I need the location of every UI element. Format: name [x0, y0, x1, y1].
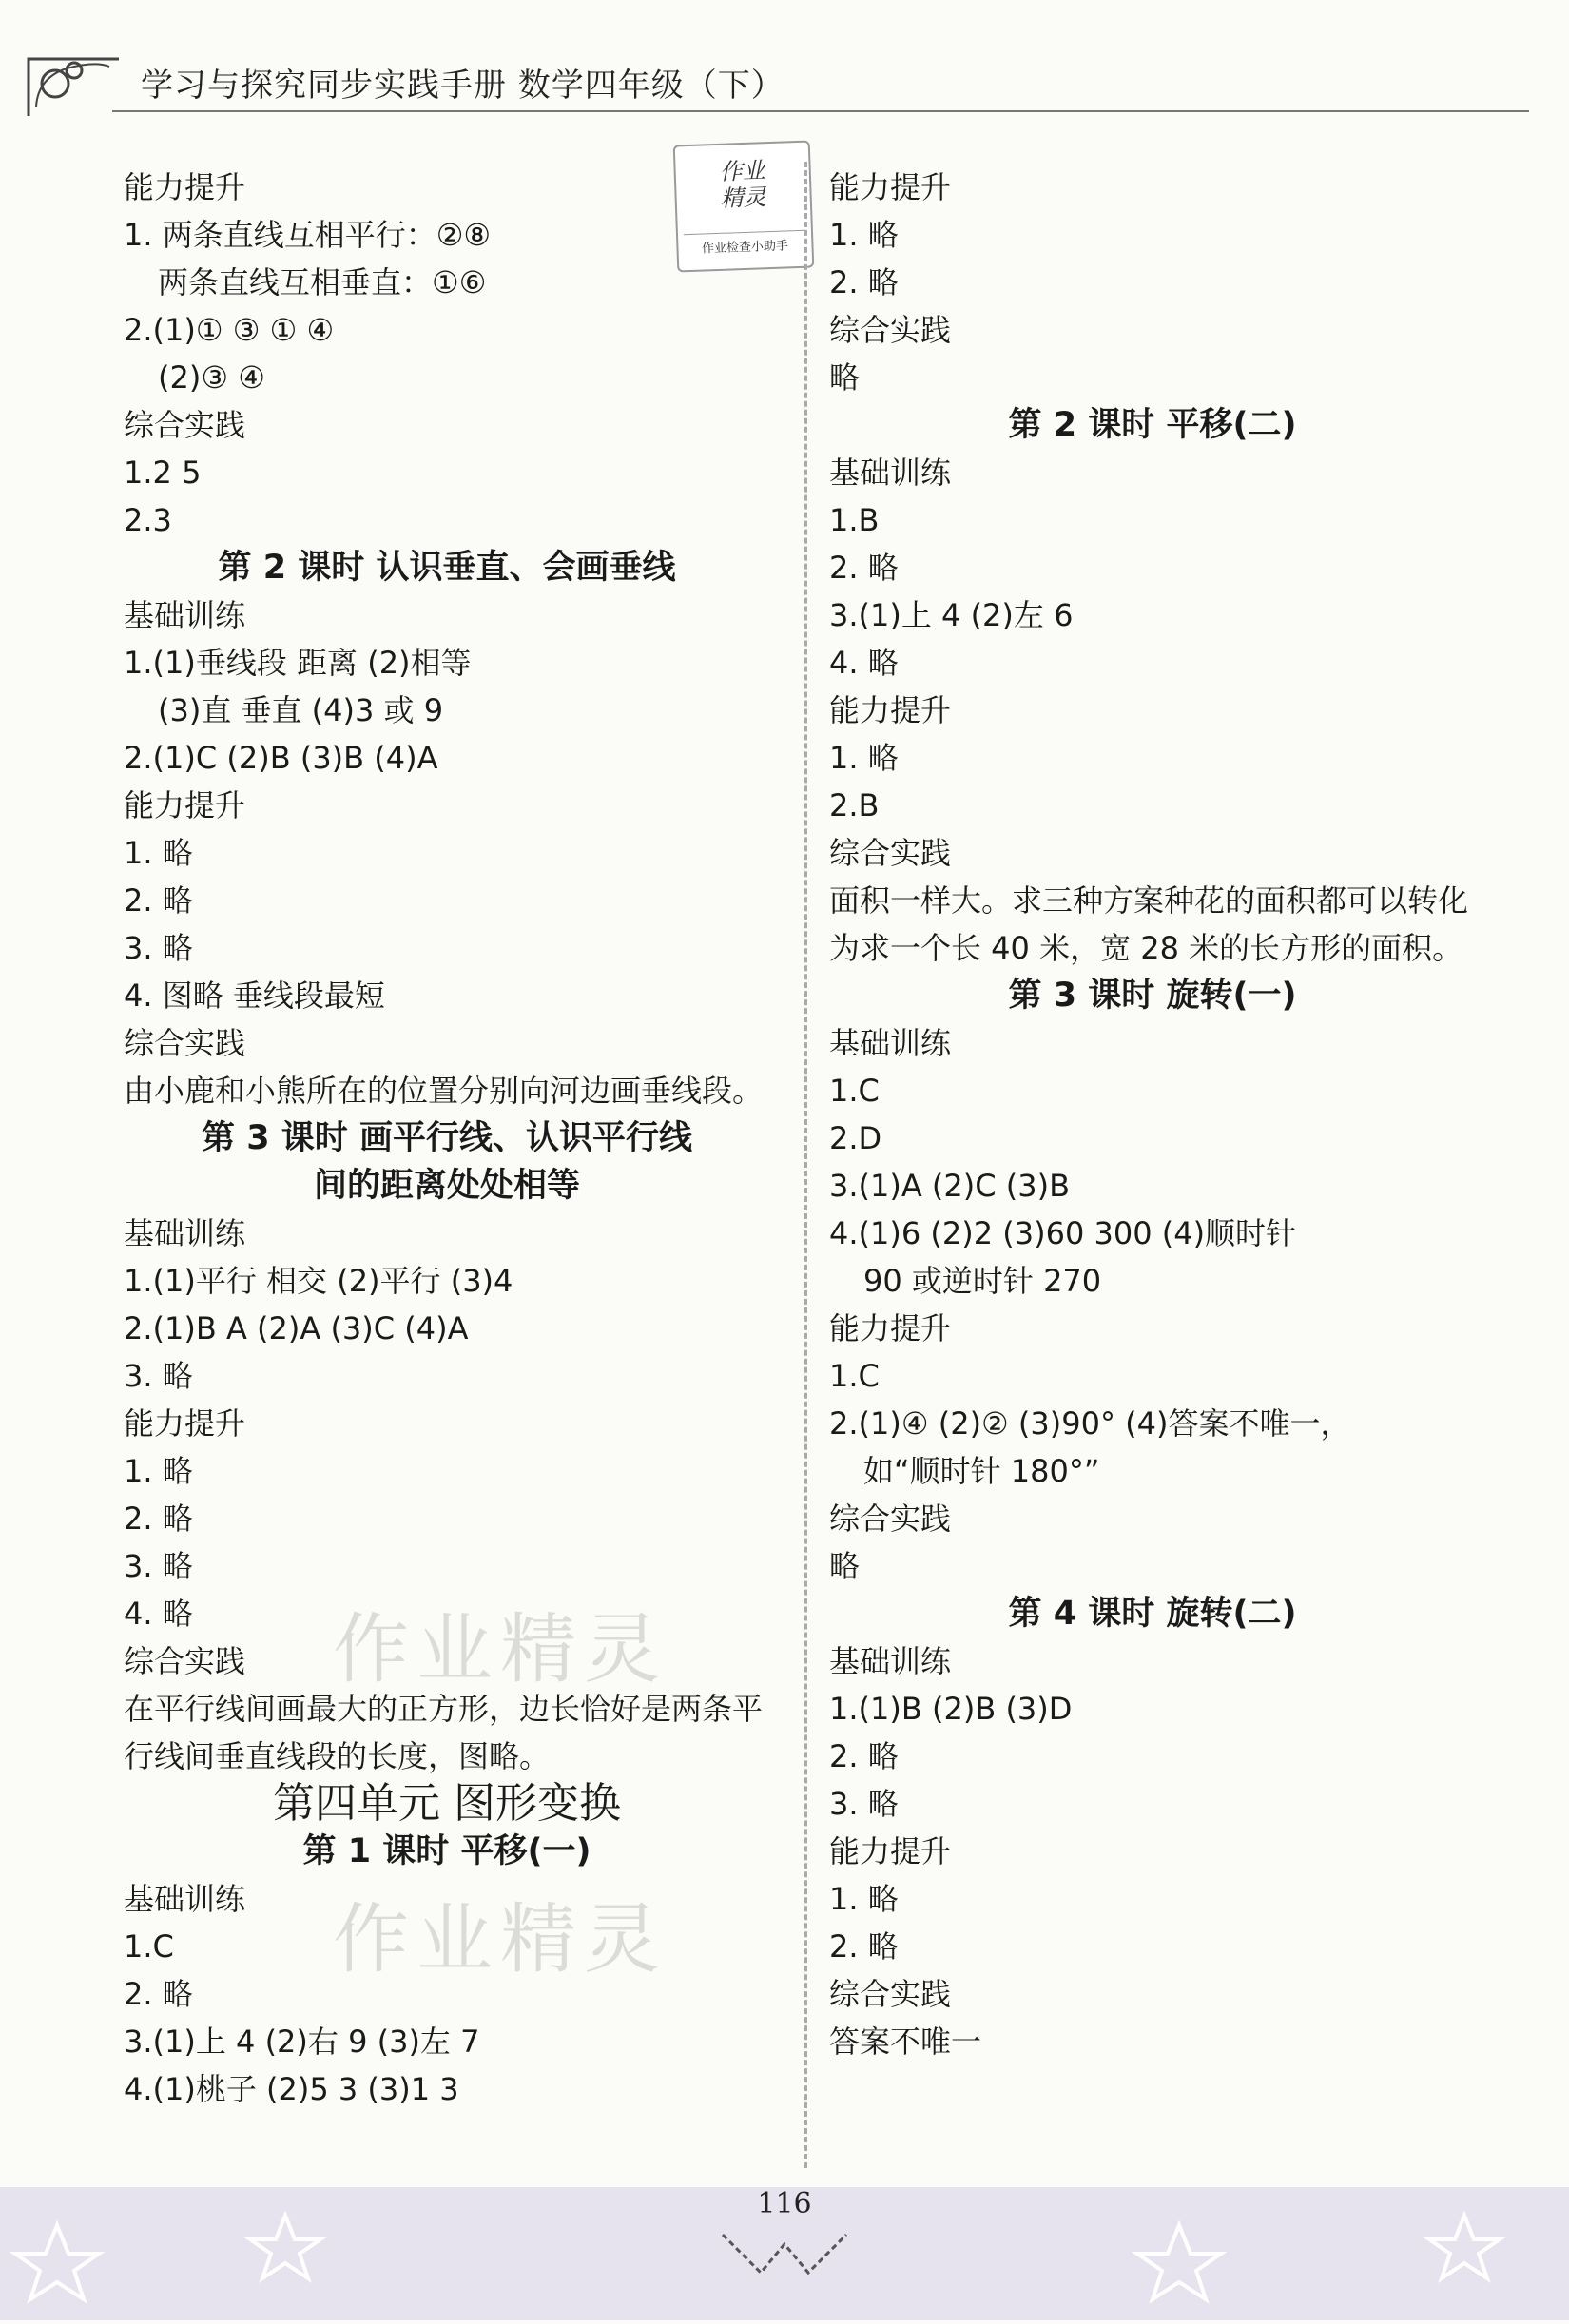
left-column [124, 164, 770, 2113]
answer-line: 略 [829, 1548, 861, 1584]
answer-line: 综合实践 [124, 1643, 246, 1679]
page-number: 116 [757, 2187, 812, 2220]
answer-line: 4. 略 [124, 1596, 193, 1632]
lesson-heading: 第 2 课时 平移(二) [1008, 406, 1297, 444]
answer-line: (3)直 垂直 (4)3 或 9 [158, 692, 444, 728]
stamp-caption: 作业检查小助手 [684, 230, 806, 257]
answer-line: 2.(1)C (2)B (3)B (4)A [124, 740, 438, 776]
answer-line: 4.(1)6 (2)2 (3)60 300 (4)顺时针 [829, 1215, 1297, 1251]
answer-line: 2.D [829, 1120, 882, 1156]
answer-line: 1.(1)B (2)B (3)D [829, 1691, 1073, 1727]
answer-line: 能力提升 [124, 787, 246, 823]
answer-line: (2)③ ④ [158, 359, 265, 396]
answer-line: 2. 略 [124, 1976, 193, 2012]
unit-heading: 第四单元 图形变换 [273, 1779, 621, 1828]
answer-line: 能力提升 [124, 1405, 246, 1442]
lesson-heading: 间的距离处处相等 [313, 1167, 580, 1205]
lesson-heading: 第 4 课时 旋转(二) [1008, 1595, 1297, 1633]
answer-line: 2. 略 [124, 882, 193, 919]
column-divider [804, 162, 807, 2168]
answer-line: 基础训练 [124, 597, 246, 633]
answer-line: 1. 略 [124, 835, 193, 871]
answer-line: 基础训练 [829, 1643, 952, 1679]
answer-line: 3. 略 [124, 1548, 193, 1584]
answer-line: 能力提升 [829, 692, 952, 728]
header-title: 学习与探究同步实践手册 数学四年级（下） [141, 67, 784, 105]
answer-line: 2.3 [124, 502, 172, 538]
answer-line: 2. 略 [829, 1928, 899, 1965]
lesson-heading: 第 1 课时 平移(一) [302, 1832, 591, 1870]
answer-line: 1. 两条直线互相平行：②⑧ [124, 217, 492, 253]
answer-line: 3.(1)上 4 (2)右 9 (3)左 7 [124, 2024, 480, 2060]
header-rule [112, 110, 1529, 112]
page-header [0, 0, 1569, 143]
answer-line: 基础训练 [829, 455, 952, 491]
answer-line: 1.2 5 [124, 455, 202, 491]
answer-line: 综合实践 [124, 1025, 246, 1061]
answer-line: 2. 略 [829, 550, 899, 586]
answer-line: 综合实践 [829, 312, 952, 348]
answer-line: 2. 略 [124, 1501, 193, 1537]
answer-line: 略 [829, 359, 861, 396]
answer-paragraph: 在平行线间画最大的正方形，边长恰好是两条平行线间垂直线段的长度，图略。 [124, 1691, 764, 1774]
answer-line: 2.(1)① ③ ① ④ [124, 312, 335, 348]
answer-line: 1. 略 [124, 1453, 193, 1489]
answer-line: 基础训练 [124, 1881, 246, 1917]
answer-line: 1. 略 [829, 217, 899, 253]
answer-paragraph: 面积一样大。求三种方案种花的面积都可以转化为求一个长 40 米，宽 28 米的长方形的面积。 [829, 882, 1469, 966]
answer-line: 3.(1)A (2)C (3)B [829, 1168, 1071, 1204]
answer-line: 答案不唯一 [829, 2024, 982, 2060]
stamp-line-1: 作业 [719, 157, 766, 185]
answer-line: 2.(1)B A (2)A (3)C (4)A [124, 1310, 469, 1346]
corner-ornament-icon [19, 49, 124, 126]
answer-line: 基础训练 [829, 1025, 952, 1061]
answer-line: 综合实践 [829, 1501, 952, 1537]
answer-line: 4. 略 [829, 645, 899, 681]
answer-line: 1.(1)平行 相交 (2)平行 (3)4 [124, 1263, 513, 1299]
answer-line: 3.(1)上 4 (2)左 6 [829, 597, 1074, 633]
answer-line: 1.B [829, 502, 880, 538]
answer-line: 4.(1)桃子 (2)5 3 (3)1 3 [124, 2071, 459, 2107]
answer-line: 综合实践 [124, 407, 246, 443]
answer-line: 2.(1)④ (2)② (3)90° (4)答案不唯一， [829, 1405, 1351, 1442]
answer-paragraph: 由小鹿和小熊所在的位置分别向河边画垂线段。 [124, 1073, 764, 1109]
lesson-heading: 第 2 课时 认识垂直、会画垂线 [218, 549, 676, 587]
answer-line: 3. 略 [124, 930, 193, 966]
answer-line: 基础训练 [124, 1215, 246, 1251]
answer-line: 2.B [829, 787, 880, 823]
answer-line: 能力提升 [829, 1833, 952, 1869]
answer-line: 两条直线互相垂直：①⑥ [158, 264, 487, 300]
lesson-heading: 第 3 课时 画平行线、认识平行线 [202, 1119, 692, 1157]
answer-line: 1. 略 [829, 1881, 899, 1917]
answer-line: 90 或逆时针 270 [863, 1263, 1102, 1299]
answer-line: 1.C [124, 1928, 174, 1965]
stamp-line-2: 精灵 [720, 184, 767, 212]
answer-line: 能力提升 [829, 1310, 952, 1346]
answer-line: 3. 略 [124, 1358, 193, 1394]
answer-line: 2. 略 [829, 264, 899, 300]
lesson-heading: 第 3 课时 旋转(一) [1008, 977, 1297, 1015]
answer-line: 1.(1)垂线段 距离 (2)相等 [124, 645, 472, 681]
answer-line: 如“顺时针 180°” [863, 1453, 1100, 1489]
watermark-2: 作业精灵 [333, 1895, 668, 1984]
answer-line: 1.C [829, 1073, 880, 1109]
answer-line: 1. 略 [829, 740, 899, 776]
answer-line: 1.C [829, 1358, 880, 1394]
answer-line: 综合实践 [829, 1976, 952, 2012]
answer-line: 4. 图略 垂线段最短 [124, 978, 385, 1014]
watermark-1: 作业精灵 [333, 1605, 668, 1694]
answer-line: 能力提升 [829, 169, 952, 205]
answer-line: 综合实践 [829, 835, 952, 871]
answer-line: 2. 略 [829, 1738, 899, 1774]
answer-line: 3. 略 [829, 1786, 899, 1822]
answer-line: 能力提升 [124, 169, 246, 205]
right-column [829, 164, 1476, 2065]
